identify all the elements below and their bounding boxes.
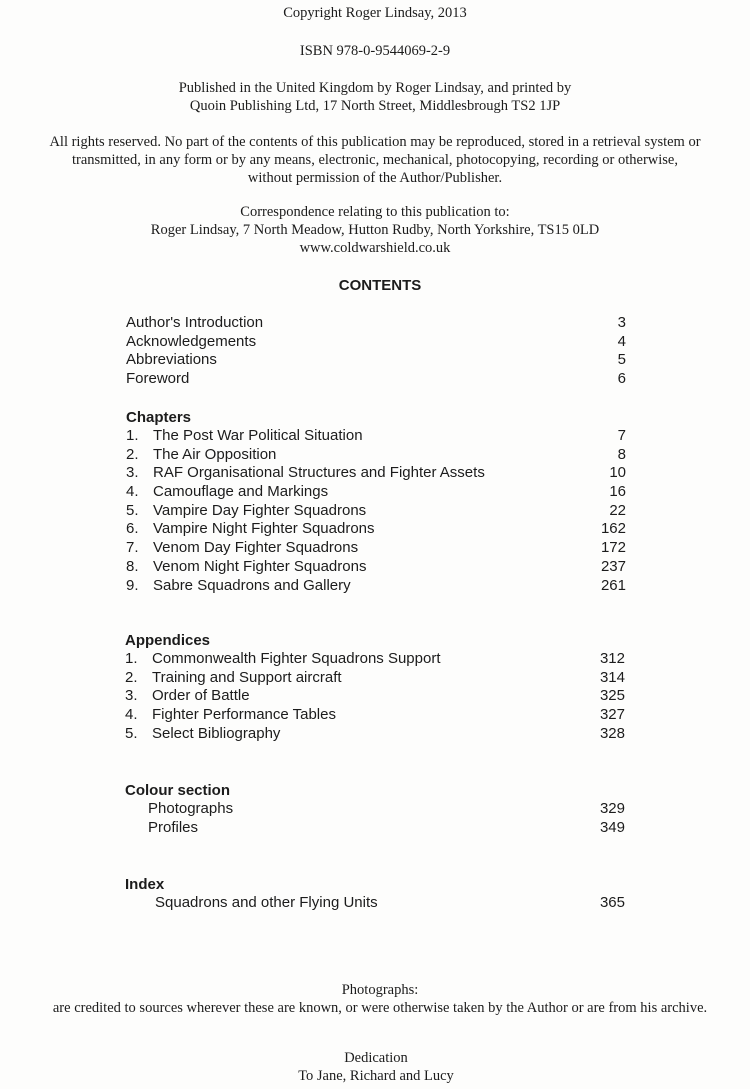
toc-entry-page: 3 <box>617 314 626 331</box>
correspondence-block <box>0 203 750 257</box>
toc-entry-number: 8. <box>126 557 139 575</box>
toc-entry-title: Author's Introduction <box>126 314 264 331</box>
toc-entry-page: 172 <box>600 539 626 557</box>
toc-entry-title: Squadrons and other Flying Units <box>155 894 378 911</box>
toc-entry-page: 325 <box>599 687 625 705</box>
toc-entry-page: 329 <box>599 800 625 817</box>
toc-entry-title: The Air Opposition <box>153 445 277 463</box>
toc-entry-number: 2. <box>126 445 139 463</box>
toc-entry-title: Foreword <box>126 370 190 388</box>
toc-row <box>126 446 626 465</box>
toc-entry-title: Commonwealth Fighter Squadrons Support <box>152 650 441 667</box>
toc-row <box>126 558 626 577</box>
toc-entry-page: 327 <box>599 706 625 724</box>
toc-entry-title: Venom Night Fighter Squadrons <box>153 557 367 575</box>
toc-entry-title: Acknowledgements <box>126 332 257 350</box>
toc-entry-page: 7 <box>617 427 626 444</box>
dedication-text: To Jane, Richard and Lucy <box>298 1068 454 1084</box>
toc-entry-title: Training and Support aircraft <box>152 668 342 686</box>
rights-line-2: transmitted, in any form or by any means, electronic, mechanical, photocopying, recording or otherwise, <box>72 152 678 168</box>
toc-entry-page: 314 <box>599 668 625 686</box>
toc-entry-page: 8 <box>617 445 626 463</box>
correspondence-label: Correspondence relating to this publication to: <box>240 204 510 220</box>
photo-credits <box>0 981 750 1017</box>
toc-entry-page: 10 <box>609 464 626 482</box>
toc-entry-number: 5. <box>126 501 139 519</box>
toc-front-items <box>126 314 626 389</box>
toc-row <box>125 800 625 819</box>
isbn-line: ISBN 978-0-9544069-2-9 <box>299 43 451 59</box>
appendices-heading: Appendices <box>125 632 211 649</box>
toc-entry-title: Abbreviations <box>126 351 217 369</box>
toc-row <box>126 333 626 352</box>
colour-section-heading: Colour section <box>125 782 231 799</box>
toc-row <box>125 706 625 725</box>
toc-entry-title: RAF Organisational Structures and Fighter Assets <box>153 464 485 482</box>
publisher-block <box>0 79 750 115</box>
toc-row <box>125 819 625 838</box>
rights-block <box>0 133 750 187</box>
toc-row <box>126 539 626 558</box>
dedication <box>0 1049 750 1085</box>
toc-entry-title: Select Bibliography <box>152 724 281 742</box>
toc-row <box>126 370 626 389</box>
toc-entry-number: 7. <box>126 539 139 557</box>
toc-colour-section <box>125 781 625 837</box>
rights-line-3: without permission of the Author/Publisher. <box>247 170 503 186</box>
toc-entry-title: Order of Battle <box>152 687 250 705</box>
toc-entry-title: Vampire Day Fighter Squadrons <box>153 501 367 519</box>
toc-entry-number: 4. <box>125 706 138 724</box>
toc-entry-title: Photographs <box>148 800 234 817</box>
toc-row <box>126 314 626 333</box>
index-heading: Index <box>125 876 165 893</box>
toc-entry-title: Profiles <box>148 818 199 836</box>
toc-entry-page: 349 <box>599 818 625 836</box>
toc-row <box>125 894 625 913</box>
toc-entry-page: 328 <box>599 724 625 742</box>
toc-entry-number: 3. <box>126 464 139 482</box>
photo-credits-text: are credited to sources wherever these are known, or were otherwise taken by the Author or are from his archive. <box>52 1000 708 1016</box>
toc-entry-page: 6 <box>617 370 626 388</box>
toc-entry-page: 365 <box>599 894 625 911</box>
toc-entry-page: 4 <box>617 332 626 350</box>
toc-entry-page: 261 <box>600 576 626 594</box>
contents-title: CONTENTS <box>338 277 422 294</box>
toc-entry-title: Vampire Night Fighter Squadrons <box>153 520 375 538</box>
toc-entry-title: Fighter Performance Tables <box>152 706 336 724</box>
toc-row <box>126 427 626 446</box>
toc-entry-page: 162 <box>600 520 626 538</box>
toc-row <box>126 351 626 370</box>
toc-entry-page: 312 <box>599 650 625 667</box>
toc-entry-number: 1. <box>125 650 138 667</box>
toc-row <box>125 725 625 744</box>
toc-entry-number: 1. <box>126 427 139 444</box>
front-matter <box>0 4 750 257</box>
toc-row <box>126 577 626 596</box>
toc-entry-title: Venom Day Fighter Squadrons <box>153 539 359 557</box>
toc-entry-number: 2. <box>125 668 138 686</box>
publisher-line-1: Published in the United Kingdom by Roger Lindsay, and printed by <box>178 80 572 96</box>
toc-entry-number: 9. <box>126 576 139 594</box>
correspondence-address: Roger Lindsay, 7 North Meadow, Hutton Rudby, North Yorkshire, TS15 0LD <box>150 222 600 238</box>
toc-row <box>126 520 626 539</box>
toc-row <box>125 669 625 688</box>
toc-row <box>125 650 625 669</box>
toc-row <box>126 464 626 483</box>
toc-entry-number: 4. <box>126 483 139 501</box>
toc-entry-page: 237 <box>600 557 626 575</box>
toc-row <box>125 687 625 706</box>
publisher-line-2: Quoin Publishing Ltd, 17 North Street, Middlesbrough TS2 1JP <box>189 98 561 114</box>
toc-appendices <box>125 631 625 743</box>
toc-entry-number: 6. <box>126 520 139 538</box>
toc-entry-page: 16 <box>609 483 626 501</box>
toc-entry-number: 5. <box>125 724 138 742</box>
toc-row <box>126 483 626 502</box>
toc-entry-page: 22 <box>609 501 626 519</box>
toc-entry-title: The Post War Political Situation <box>153 427 363 444</box>
website-link[interactable]: www.coldwarshield.co.uk <box>299 240 451 256</box>
toc-index <box>125 875 625 913</box>
photo-credits-heading: Photographs: <box>341 982 419 998</box>
toc-row <box>126 502 626 521</box>
chapters-heading: Chapters <box>126 409 192 426</box>
toc-entry-page: 5 <box>617 351 626 369</box>
toc-entry-number: 3. <box>125 687 138 705</box>
toc-entry-title: Camouflage and Markings <box>153 483 329 501</box>
toc-chapters <box>126 408 626 595</box>
rights-line-1: All rights reserved. No part of the contents of this publication may be reproduced, stored in a retrieval system or <box>49 134 701 150</box>
copyright-line: Copyright Roger Lindsay, 2013 <box>283 5 467 21</box>
dedication-heading: Dedication <box>344 1050 408 1066</box>
toc-entry-title: Sabre Squadrons and Gallery <box>153 576 351 594</box>
